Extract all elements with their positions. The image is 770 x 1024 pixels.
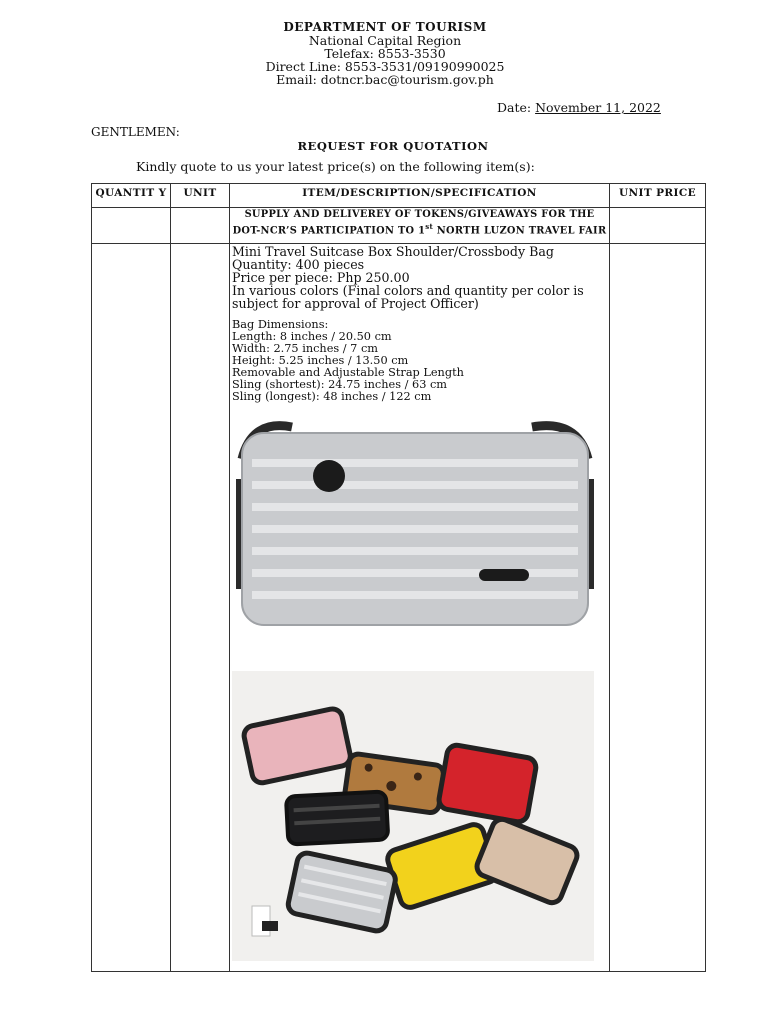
unit-price-cell	[610, 244, 706, 972]
document-title: REQUEST FOR QUOTATION	[297, 139, 489, 153]
dim-width: Width: 2.75 inches / 7 cm	[232, 342, 378, 355]
supply-row	[92, 208, 706, 244]
header-row	[92, 184, 706, 208]
quotation-table	[91, 183, 706, 972]
date-label: Date:	[497, 100, 536, 115]
supply-sup: st	[425, 222, 434, 231]
department-name: DEPARTMENT OF TOURISM	[283, 20, 487, 34]
telefax: Telefax: 8553-3530	[324, 46, 446, 61]
col-quantity: QUANTIT Y	[92, 184, 171, 208]
item-name: Mini Travel Suitcase Box Shoulder/Crossbody Bag	[232, 244, 554, 259]
cell-empty	[92, 208, 171, 244]
quantity-cell	[92, 244, 171, 972]
supply-text-end: NORTH LUZON TRAVEL FAIR	[433, 225, 607, 237]
letterhead	[0, 21, 770, 86]
silver-bag-photo	[232, 419, 598, 639]
col-unit-price: UNIT PRICE	[610, 184, 706, 208]
sling-shortest: Sling (shortest): 24.75 inches / 63 cm	[232, 378, 448, 391]
sling-longest: Sling (longest): 48 inches / 122 cm	[232, 390, 432, 403]
cell-empty	[610, 208, 706, 244]
cell-empty	[171, 208, 230, 244]
date-line	[497, 100, 661, 115]
col-unit: UNIT	[171, 184, 230, 208]
dim-height: Height: 5.25 inches / 13.50 cm	[232, 354, 409, 367]
supply-title	[230, 208, 610, 244]
salutation: GENTLEMEN:	[91, 125, 180, 139]
dim-length: Length: 8 inches / 20.50 cm	[232, 330, 392, 343]
item-price: Price per piece: Php 250.00	[232, 270, 410, 285]
date-value: November 11, 2022	[535, 100, 661, 115]
item-row	[92, 244, 706, 972]
item-colors: In various colors (Final colors and quantity per color is subject for approval of Project Officer)	[232, 283, 584, 311]
strap-note: Removable and Adjustable Strap Length	[232, 366, 464, 379]
unit-cell	[171, 244, 230, 972]
region: National Capital Region	[308, 33, 462, 48]
intro-text: Kindly quote to us your latest price(s) on the following item(s):	[136, 159, 535, 174]
colored-bags-photo	[232, 671, 594, 961]
item-description	[230, 244, 610, 972]
dimensions	[232, 319, 607, 403]
direct-line: Direct Line: 8553-3531/09190990025	[265, 59, 505, 74]
item-quantity: Quantity: 400 pieces	[232, 257, 365, 272]
email: Email: dotncr.bac@tourism.gov.ph	[276, 72, 494, 87]
dimensions-title: Bag Dimensions:	[232, 318, 329, 331]
col-item: ITEM/DESCRIPTION/SPECIFICATION	[230, 184, 610, 208]
supply-text: SUPPLY AND DELIVEREY OF TOKENS/GIVEAWAYS FOR THE DOT-NCR’S PARTICIPATION TO 1	[232, 209, 595, 237]
